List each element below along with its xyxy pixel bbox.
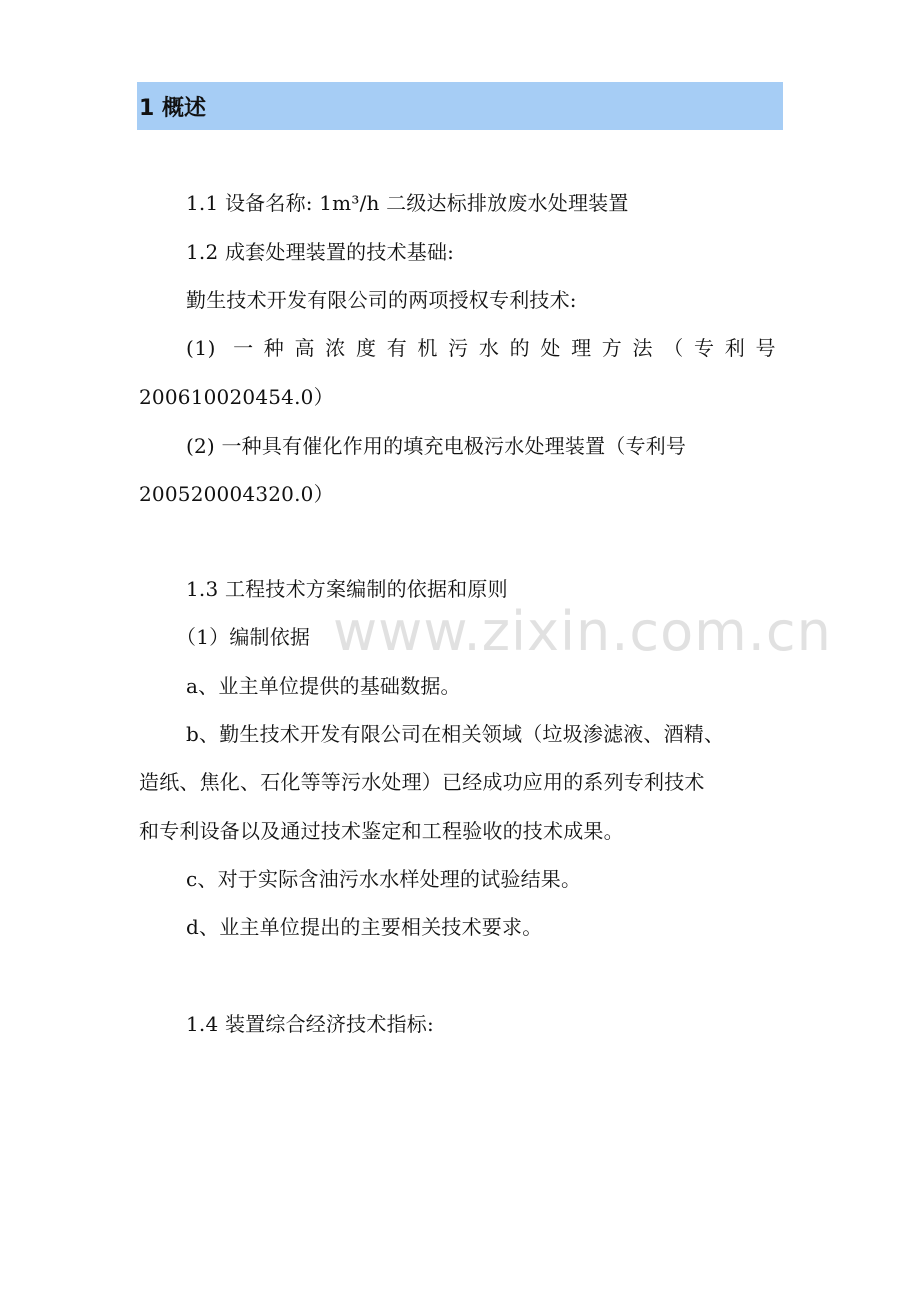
patent-2-line-1: (2) 一种具有催化作用的填充电极污水处理装置（专利号 (186, 434, 687, 458)
patent-2-line-2: 200520004320.0） (139, 482, 334, 506)
item-1-4: 1.4 装置综合经济技术指标: (186, 1012, 434, 1036)
watermark-text: www.zixin.com.cn (333, 600, 832, 663)
item-1-2: 1.2 成套处理装置的技术基础: (186, 240, 455, 264)
basis-a: a、业主单位提供的基础数据。 (186, 674, 461, 698)
intro-line: 勤生技术开发有限公司的两项授权专利技术: (186, 288, 577, 312)
patent-1-line-2: 200610020454.0） (139, 385, 334, 409)
basis-d: d、业主单位提出的主要相关技术要求。 (186, 915, 543, 939)
basis-b-line-2: 造纸、焦化、石化等等污水处理）已经成功应用的系列专利技术 (139, 770, 705, 794)
basis-b-line-1: b、勤生技术开发有限公司在相关领域（垃圾渗滤液、酒精、 (186, 722, 725, 746)
patent-1-line-1: (1) 一种高浓度有机污水的处理方法（专利号 (186, 336, 776, 360)
basis-b-line-3: 和专利设备以及通过技术鉴定和工程验收的技术成果。 (139, 819, 624, 843)
section-heading: 1 概述 (139, 95, 206, 121)
section-heading-bar (137, 82, 783, 130)
subsection-basis: （1）编制依据 (176, 625, 311, 649)
basis-c: c、对于实际含油污水水样处理的试验结果。 (186, 867, 582, 891)
item-1-1: 1.1 设备名称: 1m³/h 二级达标排放废水处理装置 (186, 191, 629, 215)
item-1-3: 1.3 工程技术方案编制的依据和原则 (186, 577, 508, 601)
